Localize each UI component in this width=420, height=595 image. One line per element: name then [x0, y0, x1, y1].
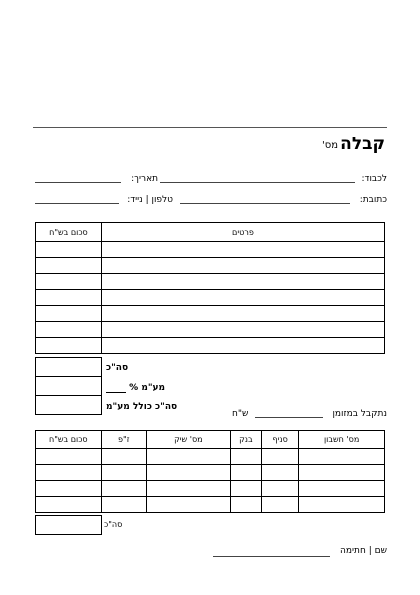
- date-label: תאריך:: [131, 174, 158, 184]
- table-row[interactable]: [36, 338, 385, 354]
- to-field[interactable]: [160, 182, 355, 183]
- name-label: שם: [374, 546, 387, 556]
- col-amount: סכום בש"ח: [36, 431, 102, 449]
- receipt-number-label: מס': [321, 140, 338, 151]
- table-row[interactable]: [36, 481, 385, 497]
- payments-total-label: סה"כ: [104, 520, 123, 529]
- col-bank: בנק: [230, 431, 261, 449]
- address-field[interactable]: [180, 203, 350, 204]
- signature-field[interactable]: [213, 556, 330, 557]
- table-row[interactable]: [36, 497, 385, 513]
- col-due-date: ז"פ: [101, 431, 146, 449]
- total-incl-vat-label: סה"כ כולל מע"מ: [106, 402, 178, 412]
- totals-divider: [35, 395, 102, 396]
- table-row[interactable]: [36, 449, 385, 465]
- received-cash-field[interactable]: [255, 417, 323, 418]
- phone-label: טלפון | נייד:: [127, 195, 173, 205]
- items-table: [35, 222, 385, 354]
- table-row[interactable]: [36, 465, 385, 481]
- received-cash-label: נתקבל במזומן: [332, 409, 387, 419]
- signature-separator: |: [368, 546, 372, 556]
- vat-pct-sign: %: [129, 383, 139, 393]
- totals-box: [35, 357, 102, 415]
- subtotal-label: סה"כ: [106, 363, 129, 373]
- payments-table: [35, 430, 385, 513]
- col-check-number: מס' שיק: [146, 431, 230, 449]
- table-row[interactable]: [36, 274, 385, 290]
- address-label: כתובת:: [359, 195, 387, 205]
- table-row[interactable]: [36, 242, 385, 258]
- vat-row: [106, 383, 165, 393]
- col-amount: סכום בש"ח: [36, 223, 102, 242]
- top-rule: [33, 127, 387, 128]
- payments-total-box[interactable]: [35, 515, 102, 535]
- table-row[interactable]: [36, 322, 385, 338]
- table-row[interactable]: [36, 258, 385, 274]
- signature-row: [340, 546, 387, 556]
- vat-pct-field[interactable]: [106, 392, 126, 393]
- phone-field[interactable]: [35, 203, 119, 204]
- col-account: מס' חשבון: [299, 431, 385, 449]
- document-title: קבלה: [340, 134, 385, 154]
- table-row[interactable]: [36, 306, 385, 322]
- vat-label: מע"מ: [141, 383, 166, 393]
- col-details: פרטים: [101, 223, 384, 242]
- table-row[interactable]: [36, 290, 385, 306]
- to-label: לכבוד:: [361, 174, 387, 184]
- signature-label: חתימה: [340, 546, 366, 556]
- col-branch: סניף: [261, 431, 298, 449]
- totals-divider: [35, 376, 102, 377]
- currency-label: ש"ח: [232, 409, 249, 419]
- date-field[interactable]: [35, 182, 121, 183]
